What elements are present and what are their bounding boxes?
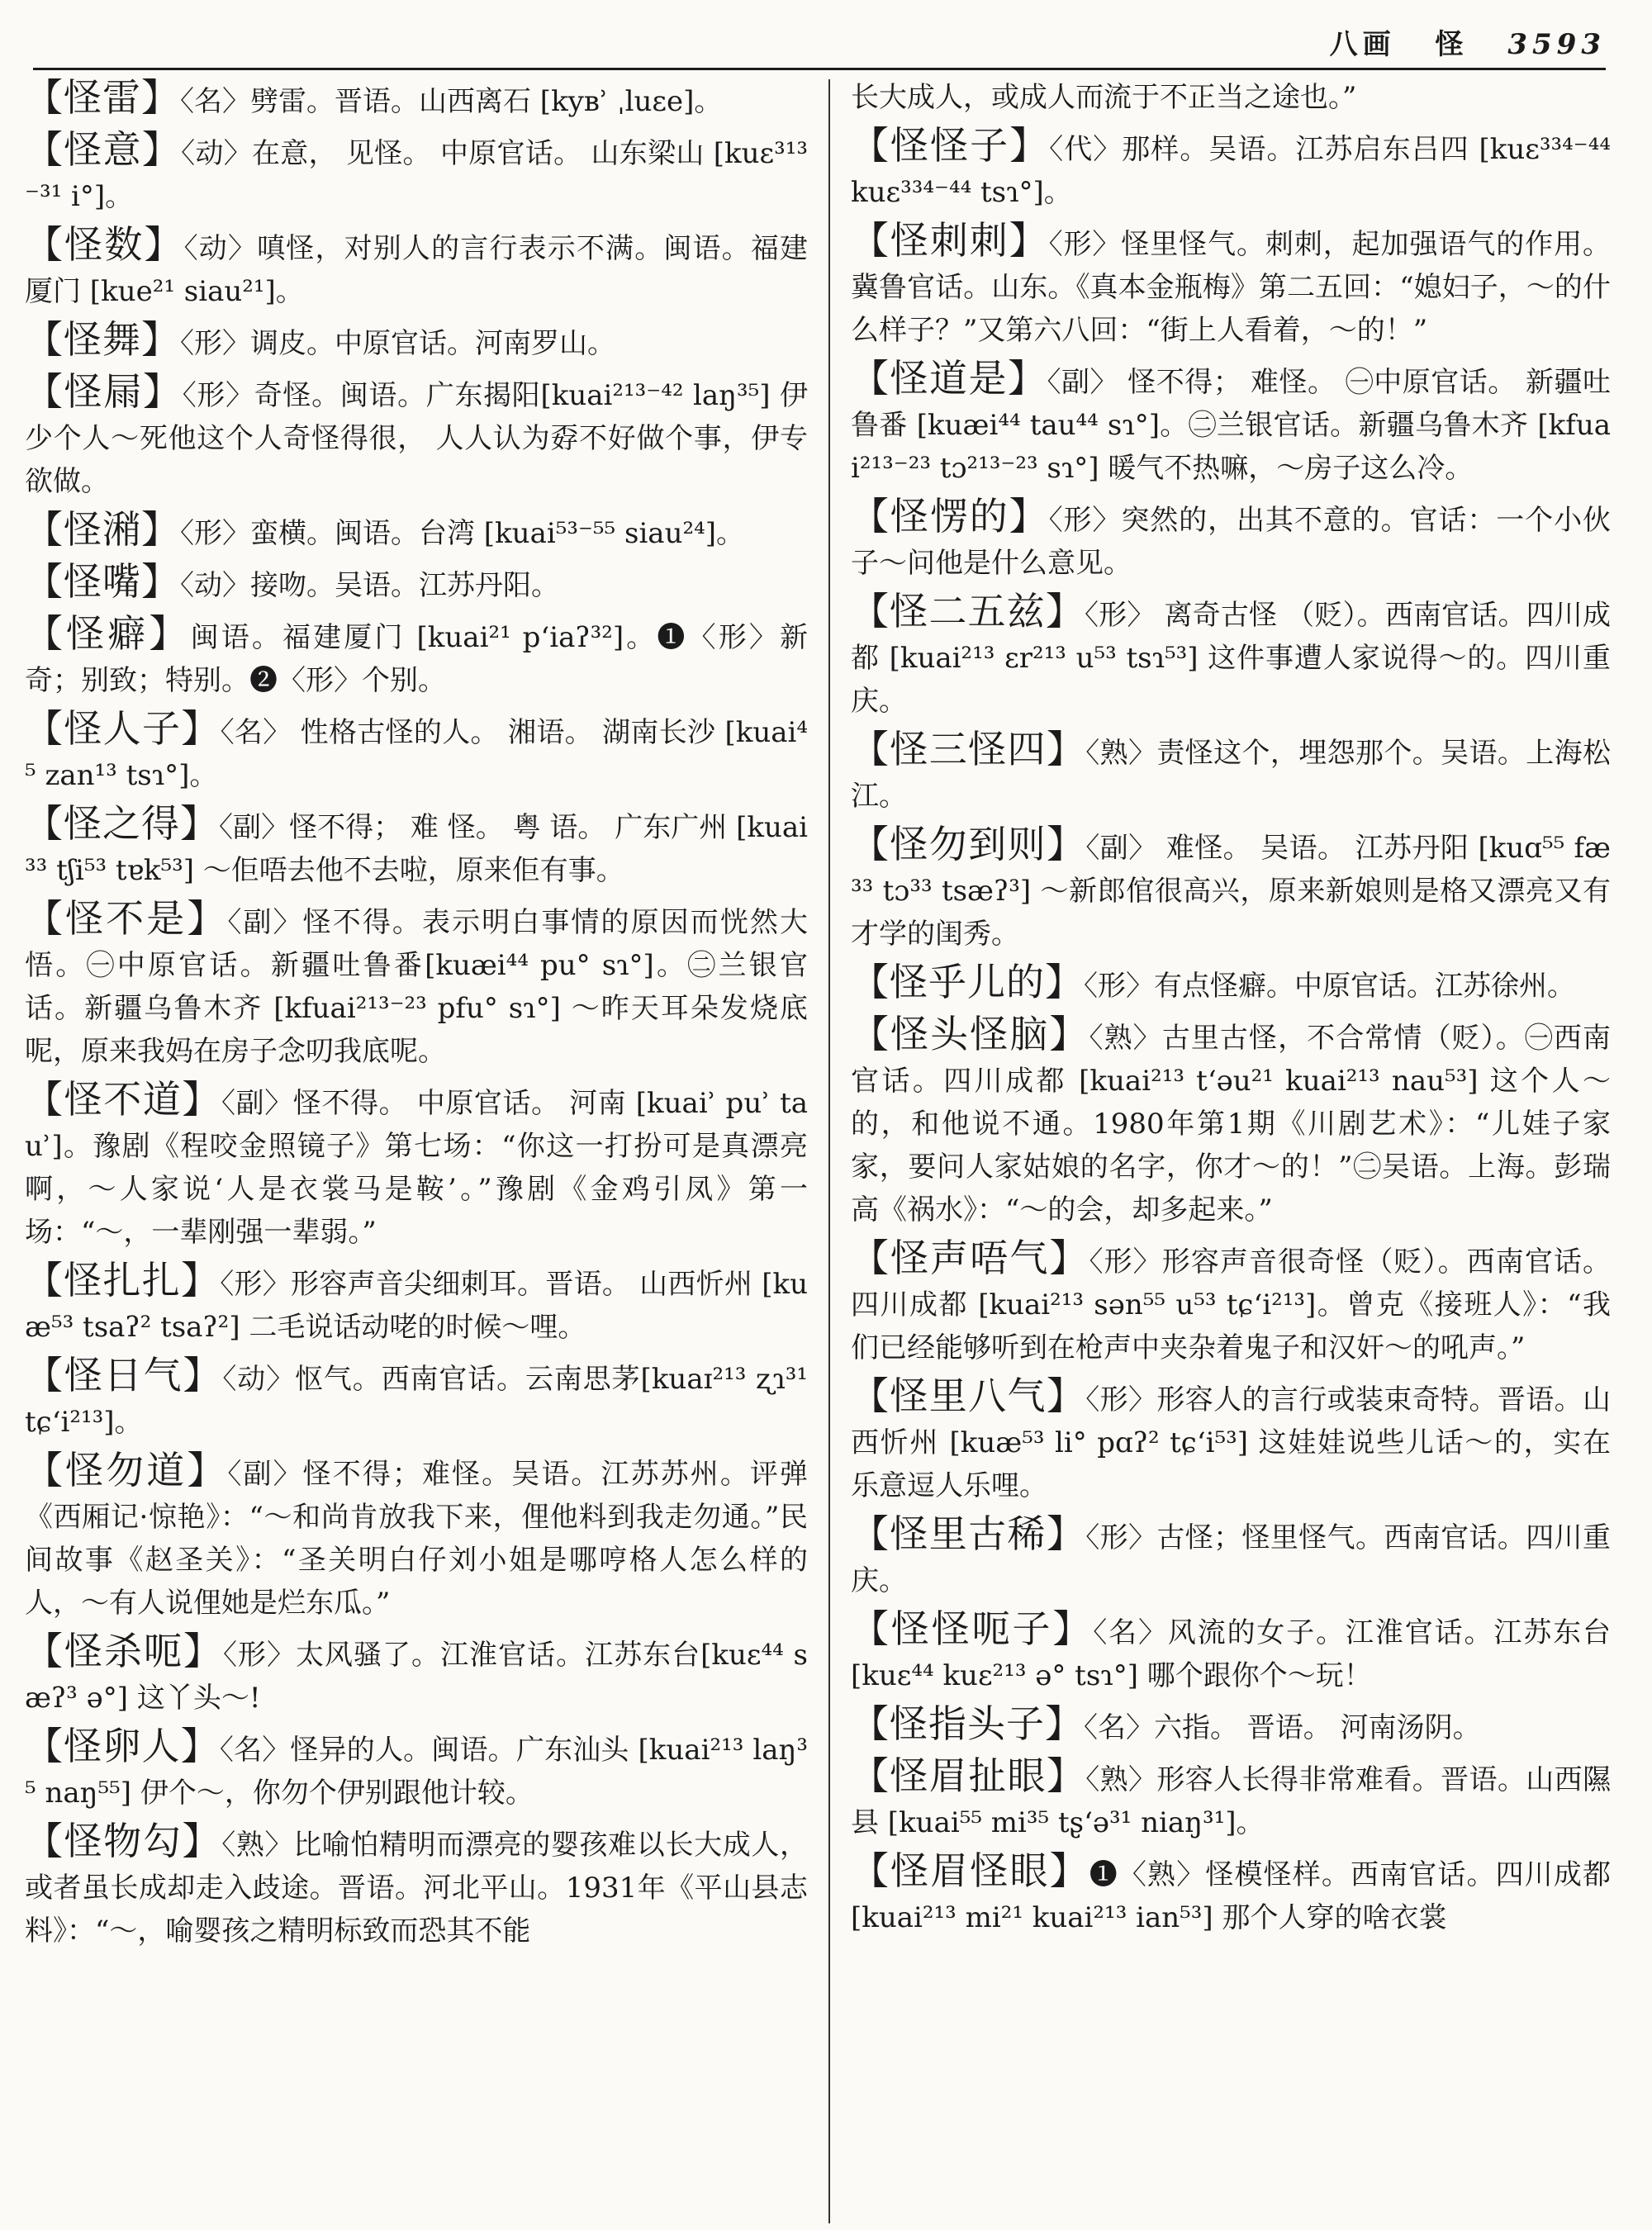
right-column xyxy=(851,76,1611,2222)
dictionary-entry xyxy=(851,124,1611,214)
entry-definition: ❶〈熟〉怪模怪样。西南官话。四川成都 [kuai²¹³ mi²¹ kuai²¹³ ian⁵³] 那个人穿的啥衣裳 xyxy=(851,1858,1612,1934)
dictionary-entry xyxy=(851,1236,1611,1369)
dictionary-entry xyxy=(25,1725,808,1815)
entry-definition: 〈副〉 难怪。 吴语。 江苏丹阳 [kuɑ⁵⁵ fæ³³ tɔ³³ tsæʔ³] ～新郎倌很高兴，原来新娘则是格又漂亮又有才学的闺秀。 xyxy=(851,832,1611,951)
entry-headword: 【怪乎儿的】 xyxy=(851,960,1084,1004)
dictionary-entry xyxy=(851,1754,1611,1844)
entry-headword: 【怪屚】 xyxy=(25,369,183,414)
entry-headword: 【怪不是】 xyxy=(25,896,228,941)
entry-headword: 【怪卵人】 xyxy=(25,1724,220,1768)
entry-definition: 〈形〉怪里怪气。刺刺，起加强语气的作用。冀鲁官话。山东。《真本金瓶梅》第二五回：“媳妇子，～的什么样子？”又第六八回：“街上人看着，～的！” xyxy=(851,228,1612,347)
entry-definition: 〈形〉形容声音尖细刺耳。晋语。 山西忻州 [kuæ⁵³ tsaʔ² tsaʔ²] 二毛说话动咾的时候～哩。 xyxy=(25,1268,808,1344)
dictionary-entry xyxy=(25,76,808,123)
entry-headword: 【怪杀呃】 xyxy=(25,1629,224,1673)
entry-definition: 〈形〉太风骚了。江淮官话。江苏东台[kuɛ⁴⁴ sæʔ³ ə°] 这丫头～! xyxy=(25,1639,808,1715)
dictionary-entry xyxy=(25,508,808,555)
dictionary-entry xyxy=(851,590,1611,723)
dictionary-entry xyxy=(25,1820,808,1952)
entry-headword: 【怪声唔气】 xyxy=(851,1236,1089,1280)
running-head xyxy=(1305,21,1606,62)
dictionary-entry xyxy=(25,897,808,1073)
page-header xyxy=(33,18,1606,70)
entry-headword: 【怪勿到则】 xyxy=(851,822,1086,866)
entry-headword: 【怪里古稀】 xyxy=(851,1511,1086,1556)
entry-definition: 〈熟〉古里古怪，不合常情（贬）。㊀西南官话。四川成都 [kuai²¹³ tʻəu²¹ kuai²¹³ nau⁵³] 这个人～的，和他说不通。1980年第1期《川剧艺术》：“儿娃子家家，要问人家姑娘的名字，你才～的！”㊁吴语。上海。彭瑞高《祸水》：“～的会，却多起来。” xyxy=(851,1022,1611,1226)
entry-headword: 【怪之得】 xyxy=(25,801,220,846)
entry-definition: 闽语。福建厦门 [kuai²¹ pʻiaʔ³²]。❶〈形〉新奇；别致；特别。❷〈形〉个别。 xyxy=(25,621,808,697)
entry-definition: 〈熟〉责怪这个，埋怨那个。吴语。上海松江。 xyxy=(851,737,1611,813)
entry-headword: 【怪怪呃子】 xyxy=(851,1606,1094,1651)
entry-headword: 【怪物勾】 xyxy=(25,1819,222,1863)
dictionary-entry xyxy=(25,612,808,702)
entry-definition: 〈形〉有点怪癖。中原官话。江苏徐州。 xyxy=(1084,970,1575,1003)
dictionary-entry xyxy=(25,1354,808,1444)
entry-definition: 〈形〉蛮横。闽语。台湾 [kuai⁵³⁻⁵⁵ siau²⁴]。 xyxy=(180,517,745,550)
entry-definition: 〈形〉调皮。中原官话。河南罗山。 xyxy=(180,327,615,360)
dictionary-entry xyxy=(25,1449,808,1625)
dictionary-entry xyxy=(851,728,1611,818)
entry-headword: 【怪愣的】 xyxy=(851,494,1049,539)
entry-definition: 〈副〉怪不得；难怪。吴语。江苏苏州。评弹《西厢记·惊艳》：“～和尚肯放我下来，俚他料到我走勿通。”民间故事《赵圣关》：“圣关明白仔刘小姐是哪哼格人怎么样的人，～有人说俚她是烂东瓜。” xyxy=(25,1458,809,1620)
dictionary-entry xyxy=(25,318,808,365)
dictionary-entry xyxy=(851,1512,1611,1602)
section-label: 八画 xyxy=(1329,28,1396,61)
entry-headword: 【怪指头子】 xyxy=(851,1701,1084,1746)
entry-definition: 〈名〉风流的女子。江淮官话。江苏东台 [kuɛ⁴⁴ kuɛ²¹³ ə° tsɿ°] 哪个跟你个～玩！ xyxy=(851,1616,1612,1692)
head-char: 怪 xyxy=(1435,28,1469,61)
dictionary-entry xyxy=(25,1259,808,1349)
entry-definition: 〈形〉奇怪。闽语。广东揭阳[kuai²¹³⁻⁴² laŋ³⁵] 伊少个人～死他这个人奇怪得很， 人人认为孬不好做个事，伊专欲做。 xyxy=(25,379,809,498)
entry-definition: 〈动〉嗔怪，对别人的言行表示不满。闽语。福建厦门 [kue²¹ siau²¹]。 xyxy=(25,232,808,308)
entry-headword: 【怪意】 xyxy=(25,127,182,172)
dictionary-entry xyxy=(851,1702,1611,1749)
entry-definition: 〈副〉怪不得。 中原官话。 河南 [kuaiʾ puʾ tauʾ]。豫剧《程咬金照镜子》第七场：“你这一打扮可是真漂亮啊，～人家说‘人是衣裳马是鞍’。”豫剧《金鸡引凤》第一场：“～，一辈刚强一辈弱。” xyxy=(25,1087,809,1249)
entry-headword: 【怪潲】 xyxy=(25,507,180,552)
entry-definition: 〈副〉怪不得； 难 怪。 粤 语。 广东广州 [kuai³³ tʃi⁵³ tɐk⁵³] ～佢唔去他不去啦，原来佢有事。 xyxy=(25,811,808,887)
entry-definition: 〈形〉突然的，出其不意的。官话：一个小伙子～问他是什么意见。 xyxy=(851,504,1612,580)
page-number: 3593 xyxy=(1507,28,1606,61)
entry-headword: 【怪头怪脑】 xyxy=(851,1012,1089,1056)
entry-definition: 〈形〉 离奇古怪 （贬）。西南官话。四川成都 [kuai²¹³ ɛr²¹³ u⁵³ tsɿ⁵³] 这件事遭人家说得～的。四川重庆。 xyxy=(851,599,1611,718)
entry-definition: 〈名〉怪异的人。闽语。广东汕头 [kuai²¹³ laŋ³⁵ naŋ⁵⁵] 伊个～，你勿个伊别跟他计较。 xyxy=(25,1734,808,1810)
entry-definition: 〈副〉怪不得。表示明白事情的原因而恍然大悟。㊀中原官话。新疆吐鲁番[kuæi⁴⁴ pu° sɿ°]。㊁兰银官话。新疆乌鲁木齐 [kfuai²¹³⁻²³ pfu° sɿ°] ～昨天耳朵发烧底呢，原来我妈在房子念叨我底呢。 xyxy=(25,906,809,1068)
entry-definition: 〈代〉那样。吴语。江苏启东吕四 [kuɛ³³⁴⁻⁴⁴ kuɛ³³⁴⁻⁴⁴ tsɿ°]。 xyxy=(851,133,1612,209)
dictionary-entry xyxy=(851,1849,1611,1939)
entry-headword: 【怪日气】 xyxy=(25,1353,223,1397)
entry-definition: 〈形〉形容声音很奇怪（贬）。西南官话。四川成都 [kuai²¹³ sən⁵⁵ u⁵³ tɕʻi²¹³]。曾克《接班人》：“我们已经能够听到在枪声中夹杂着鬼子和汉奸～的吼声。” xyxy=(851,1245,1611,1364)
continued-text: 长大成人，或成人而流于不正当之途也。” xyxy=(851,81,1357,114)
column-divider xyxy=(828,79,830,2223)
left-column xyxy=(25,76,808,2222)
dictionary-entry xyxy=(25,370,808,503)
entry-headword: 【怪癖】 xyxy=(25,611,191,656)
entry-definition: 〈动〉在意， 见怪。 中原官话。 山东梁山 [kuɛ³¹³⁻³¹ i°]。 xyxy=(25,137,809,213)
entry-definition: 〈动〉怄气。西南官话。云南思茅[kuaɪ²¹³ ʐɿ³¹ tɕʻi²¹³]。 xyxy=(25,1363,808,1439)
entry-definition: 〈名〉劈雷。晋语。山西离石 [kyʙʾ ˌluɛe]。 xyxy=(180,85,723,118)
entry-headword: 【怪嘴】 xyxy=(25,559,180,604)
entry-definition: 〈名〉六指。 晋语。 河南汤阴。 xyxy=(1084,1711,1481,1744)
entry-headword: 【怪雷】 xyxy=(25,75,180,120)
entry-definition: 〈熟〉形容人长得非常难看。晋语。山西隰县 [kuai⁵⁵ mi³⁵ tʂʻə³¹ niaŋ³¹]。 xyxy=(851,1763,1611,1839)
dictionary-entry xyxy=(25,1078,808,1254)
entry-headword: 【怪不道】 xyxy=(25,1077,222,1122)
dictionary-entry xyxy=(851,1374,1611,1507)
entry-definition: 〈名〉 性格古怪的人。 湘语。 湖南长沙 [kuai⁴⁵ zan¹³ tsɿ°]。 xyxy=(25,716,809,792)
dictionary-entry xyxy=(851,961,1611,1008)
entry-headword: 【怪数】 xyxy=(25,222,184,267)
dictionary-entry xyxy=(25,1630,808,1720)
entry-headword: 【怪道是】 xyxy=(851,356,1047,401)
entry-headword: 【怪人子】 xyxy=(25,706,221,751)
entry-headword: 【怪二五兹】 xyxy=(851,589,1085,633)
dictionary-entry xyxy=(25,128,808,218)
dictionary-entry xyxy=(25,707,808,797)
entry-headword: 【怪刺刺】 xyxy=(851,218,1049,263)
dictionary-entry xyxy=(851,495,1611,585)
entry-definition: 〈形〉形容人的言行或装束奇特。晋语。山西忻州 [kuæ⁵³ li° pɑʔ² tɕʻi⁵³] 这娃娃说些儿话～的，实在乐意逗人乐哩。 xyxy=(851,1383,1611,1502)
dictionary-entry xyxy=(851,823,1611,956)
right-entries xyxy=(851,124,1611,1939)
dictionary-entry xyxy=(851,357,1611,490)
entry-headword: 【怪勿道】 xyxy=(25,1448,228,1492)
entry-headword: 【怪舞】 xyxy=(25,317,180,362)
entry-definition: 〈熟〉比喻怕精明而漂亮的婴孩难以长大成人，或者虽长成却走入歧途。晋语。河北平山。1931年《平山县志料》：“～，喻婴孩之精明标致而恐其不能 xyxy=(25,1829,809,1948)
dictionary-entry xyxy=(25,223,808,313)
entry-headword: 【怪眉怪眼】 xyxy=(851,1848,1089,1893)
entry-definition: 〈形〉古怪；怪里怪气。西南官话。四川重庆。 xyxy=(851,1521,1611,1597)
dictionary-entry xyxy=(25,802,808,892)
entry-headword: 【怪怪子】 xyxy=(851,123,1050,168)
dictionary-entry xyxy=(25,560,808,607)
entry-headword: 【怪扎扎】 xyxy=(25,1258,221,1302)
dictionary-entry xyxy=(851,1013,1611,1231)
entry-definition: 〈动〉接吻。吴语。江苏丹阳。 xyxy=(180,569,559,602)
entry-headword: 【怪里八气】 xyxy=(851,1374,1086,1418)
entry-headword: 【怪眉扯眼】 xyxy=(851,1753,1086,1798)
entry-headword: 【怪三怪四】 xyxy=(851,727,1086,771)
dictionary-entry xyxy=(851,1607,1611,1697)
dictionary-entry xyxy=(851,219,1611,352)
entry-definition: 〈副〉 怪不得； 难怪。 ㊀中原官话。 新疆吐鲁番 [kuæi⁴⁴ tau⁴⁴ sɿ°]。㊁兰银官话。新疆乌鲁木齐 [kfuai²¹³⁻²³ tɔ²¹³⁻²³ sɿ°] 暖气不热嘛，～房子这么冷。 xyxy=(851,366,1612,485)
